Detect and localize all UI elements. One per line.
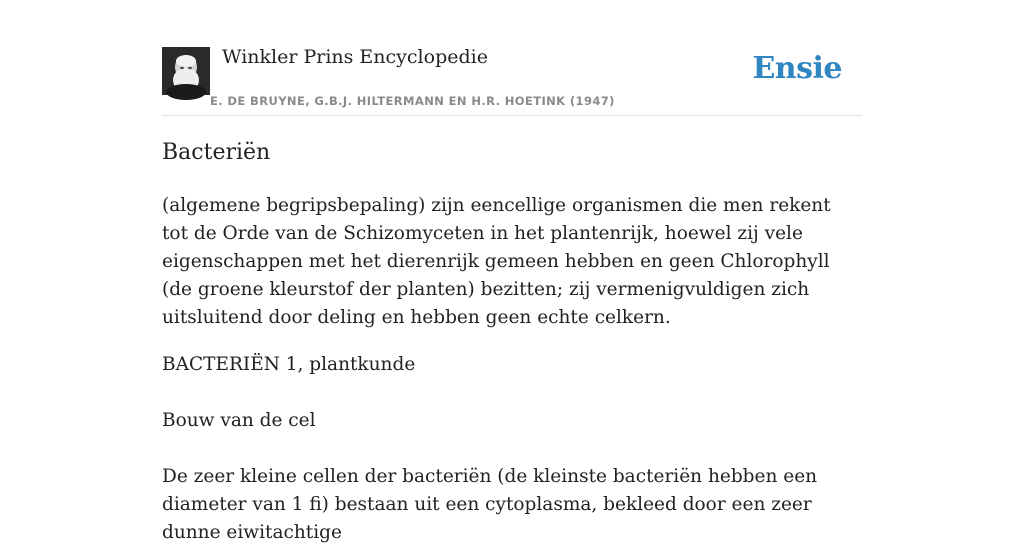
article-paragraph: Bouw van de cel [162, 410, 316, 431]
article-paragraph: De zeer kleine cellen der bacteriën (de kleinste bacteriën hebben een diameter van 1 fi) bestaan uit een cytoplasma, bekleed door een zeer dunne eiwitachtige [162, 466, 818, 543]
authors-line: E. DE BRUYNE, G.B.J. HILTERMANN EN H.R. HOETINK (1947) [210, 94, 615, 108]
author-avatar [162, 47, 210, 95]
page [162, 0, 862, 543]
site-title[interactable]: Winkler Prins Encyclopedie [222, 46, 488, 68]
site-header [162, 0, 862, 116]
article-paragraph: BACTERIËN 1, plantkunde [162, 354, 416, 375]
brand-logo[interactable]: Ensie [752, 51, 842, 86]
article-paragraph: (algemene begripsbepaling) zijn eencellige organismen die men rekent tot de Orde van de Schizomyceten in het plantenrijk, hoewel zij vele eigenschappen met het dierenrijk gemeen hebben en geen Chlorophyll (de groene kleurstof der planten) bezitten; zij vermenigvuldigen zich uitsluitend door deling en hebben geen echte celkern. [162, 195, 831, 328]
article-title: Bacteriën [162, 140, 271, 165]
portrait-icon [162, 47, 210, 95]
